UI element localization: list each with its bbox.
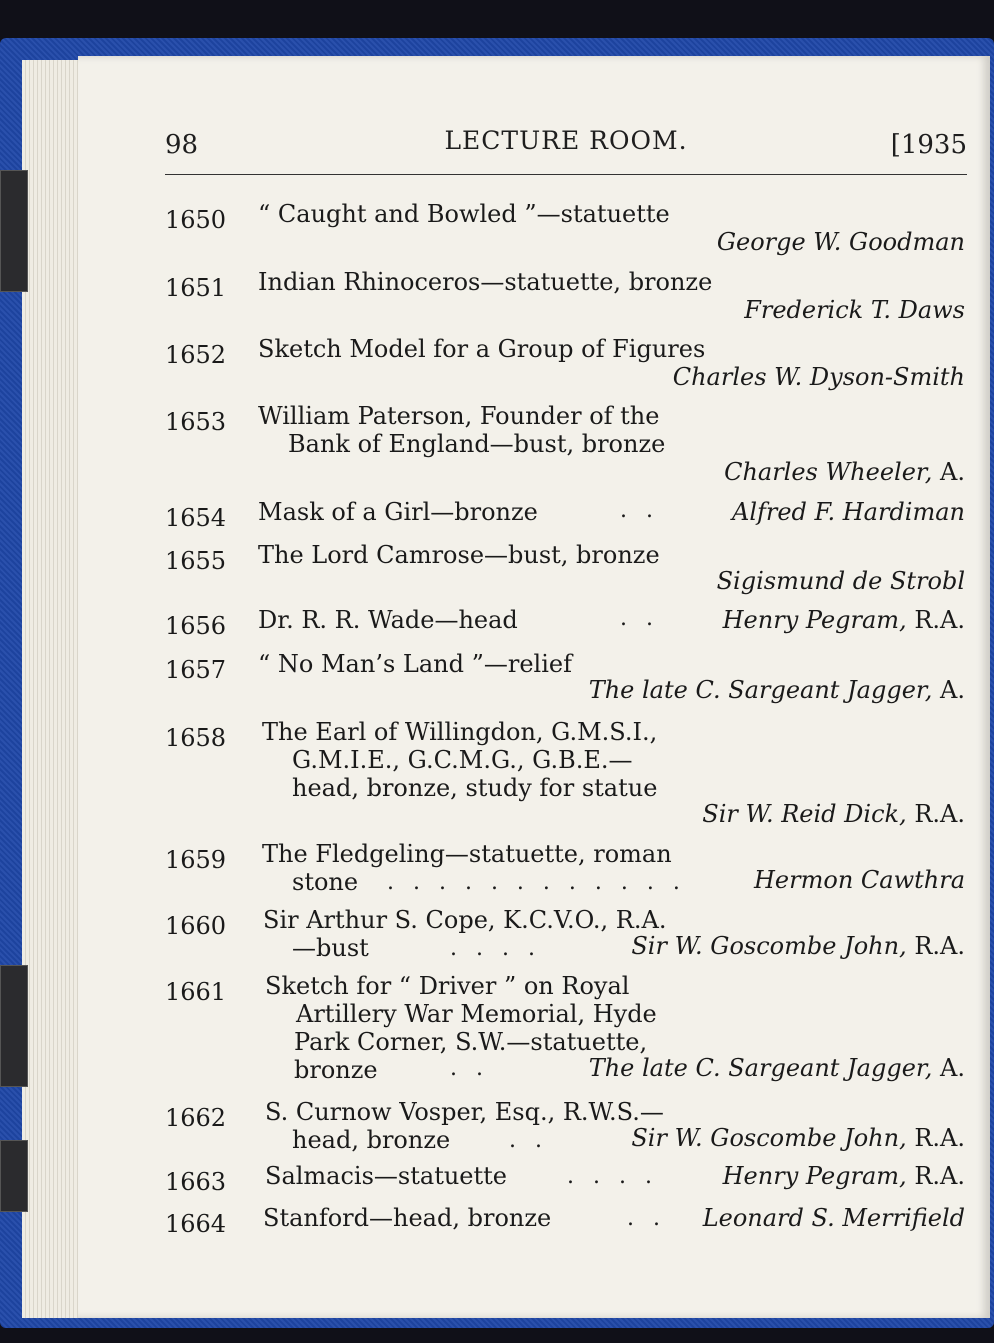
entry-number: 1652 <box>165 341 227 369</box>
catalogue-entry <box>165 1098 965 1158</box>
catalogue-entry <box>165 1162 965 1198</box>
entry-number: 1656 <box>165 612 227 640</box>
catalogue-entry <box>165 972 965 1087</box>
leader-dots: . . <box>509 1128 548 1153</box>
entry-title: S. Curnow Vosper, Esq., R.W.S.— <box>265 1098 664 1126</box>
entry-title-cont: stone <box>292 868 359 896</box>
entry-number: 1660 <box>165 912 227 940</box>
page-number: 98 <box>165 130 199 160</box>
entry-artist: The late C. Sargeant Jagger, A. <box>588 1054 965 1082</box>
entry-artist: Sigismund de Strobl <box>716 567 965 595</box>
catalogue-entry <box>165 200 965 260</box>
entry-number: 1654 <box>165 504 227 532</box>
entry-title-cont: head, bronze <box>292 1126 451 1154</box>
entry-title-cont: G.M.I.E., G.C.M.G., G.B.E.— <box>292 746 633 774</box>
entry-title: The Fledgeling—statuette, roman <box>262 840 672 868</box>
entry-title: Dr. R. R. Wade—head <box>258 606 518 634</box>
entry-artist: Charles W. Dyson-Smith <box>672 363 965 391</box>
entry-title: Sketch for “ Driver ” on Royal <box>265 972 630 1000</box>
entry-title-cont: Bank of England—bust, bronze <box>288 430 666 458</box>
entry-title: The Lord Camrose—bust, bronze <box>258 541 660 569</box>
entry-title: Stanford—head, bronze <box>263 1204 552 1232</box>
entry-artist: Hermon Cawthra <box>754 866 965 894</box>
entry-artist: Leonard S. Merrifield <box>702 1204 965 1232</box>
entry-title: Sketch Model for a Group of Figures <box>258 335 706 363</box>
entry-artist: Frederick T. Daws <box>744 296 965 324</box>
entry-number: 1651 <box>165 274 227 302</box>
catalogue-entry <box>165 650 965 710</box>
entry-title: “ Caught and Bowled ”—statuette <box>258 200 670 228</box>
entry-number: 1663 <box>165 1168 227 1196</box>
entry-artist: George W. Goodman <box>716 228 965 256</box>
entry-artist: Sir W. Goscombe John, R.A. <box>631 1124 965 1152</box>
catalogue-entry <box>165 840 965 900</box>
catalogue-entry <box>165 718 965 833</box>
catalogue-entry <box>165 402 965 492</box>
catalogue-entry <box>165 541 965 601</box>
catalogue-entry <box>165 906 965 966</box>
entry-number: 1650 <box>165 206 227 234</box>
leader-dots: . . <box>620 606 659 631</box>
entry-number: 1657 <box>165 656 227 684</box>
entry-title: The Earl of Willingdon, G.M.S.I., <box>262 718 658 746</box>
entry-number: 1662 <box>165 1104 227 1132</box>
entry-number: 1659 <box>165 846 227 874</box>
entry-title: Indian Rhinoceros—statuette, bronze <box>258 268 713 296</box>
entry-title: William Paterson, Founder of the <box>258 402 660 430</box>
leader-dots: . . . . . . . . . . . . <box>387 870 686 895</box>
entry-title: Salmacis—statuette <box>265 1162 507 1190</box>
binding-tab <box>0 965 28 1087</box>
leader-dots: . . . . <box>567 1164 658 1189</box>
entry-number: 1661 <box>165 978 227 1006</box>
running-head <box>165 124 967 164</box>
catalogue-entry <box>165 268 965 328</box>
entry-title: “ No Man’s Land ”—relief <box>258 650 572 678</box>
leader-dots: . . <box>627 1206 666 1231</box>
entry-number: 1653 <box>165 408 227 436</box>
entry-title-cont: Artillery War Memorial, Hyde <box>296 1000 657 1028</box>
entry-title-cont: bronze <box>294 1056 378 1084</box>
leader-dots: . . <box>450 1056 489 1081</box>
leader-dots: . . <box>620 498 659 523</box>
catalogue-entry <box>165 335 965 395</box>
catalogue-entry <box>165 606 965 642</box>
catalogue-entry <box>165 498 965 534</box>
page-title: LECTURE ROOM. <box>444 126 688 155</box>
entry-title: Mask of a Girl—bronze <box>258 498 538 526</box>
entry-artist: Sir W. Goscombe John, R.A. <box>631 932 965 960</box>
binding-tab <box>0 1140 28 1212</box>
header-rule <box>165 174 967 175</box>
entry-number: 1655 <box>165 547 227 575</box>
entry-artist: Henry Pegram, R.A. <box>722 1162 965 1190</box>
entry-artist: The late C. Sargeant Jagger, A. <box>588 676 965 704</box>
entry-title-cont: head, bronze, study for statue <box>292 774 658 802</box>
entry-artist: Alfred F. Hardiman <box>731 498 965 526</box>
entry-title: Sir Arthur S. Cope, K.C.V.O., R.A. <box>263 906 667 934</box>
entry-title-cont: Park Corner, S.W.—statuette, <box>294 1028 648 1056</box>
leader-dots: . . . . <box>450 936 541 961</box>
entry-artist: Henry Pegram, R.A. <box>722 606 965 634</box>
year-label: [1935 <box>890 130 967 160</box>
entry-number: 1658 <box>165 724 227 752</box>
entry-title-cont: —bust <box>292 934 369 962</box>
entry-number: 1664 <box>165 1210 227 1238</box>
binding-tab <box>0 170 28 292</box>
catalogue-entry <box>165 1204 965 1240</box>
entry-artist: Sir W. Reid Dick, R.A. <box>702 800 965 828</box>
entry-artist: Charles Wheeler, A. <box>724 458 965 486</box>
